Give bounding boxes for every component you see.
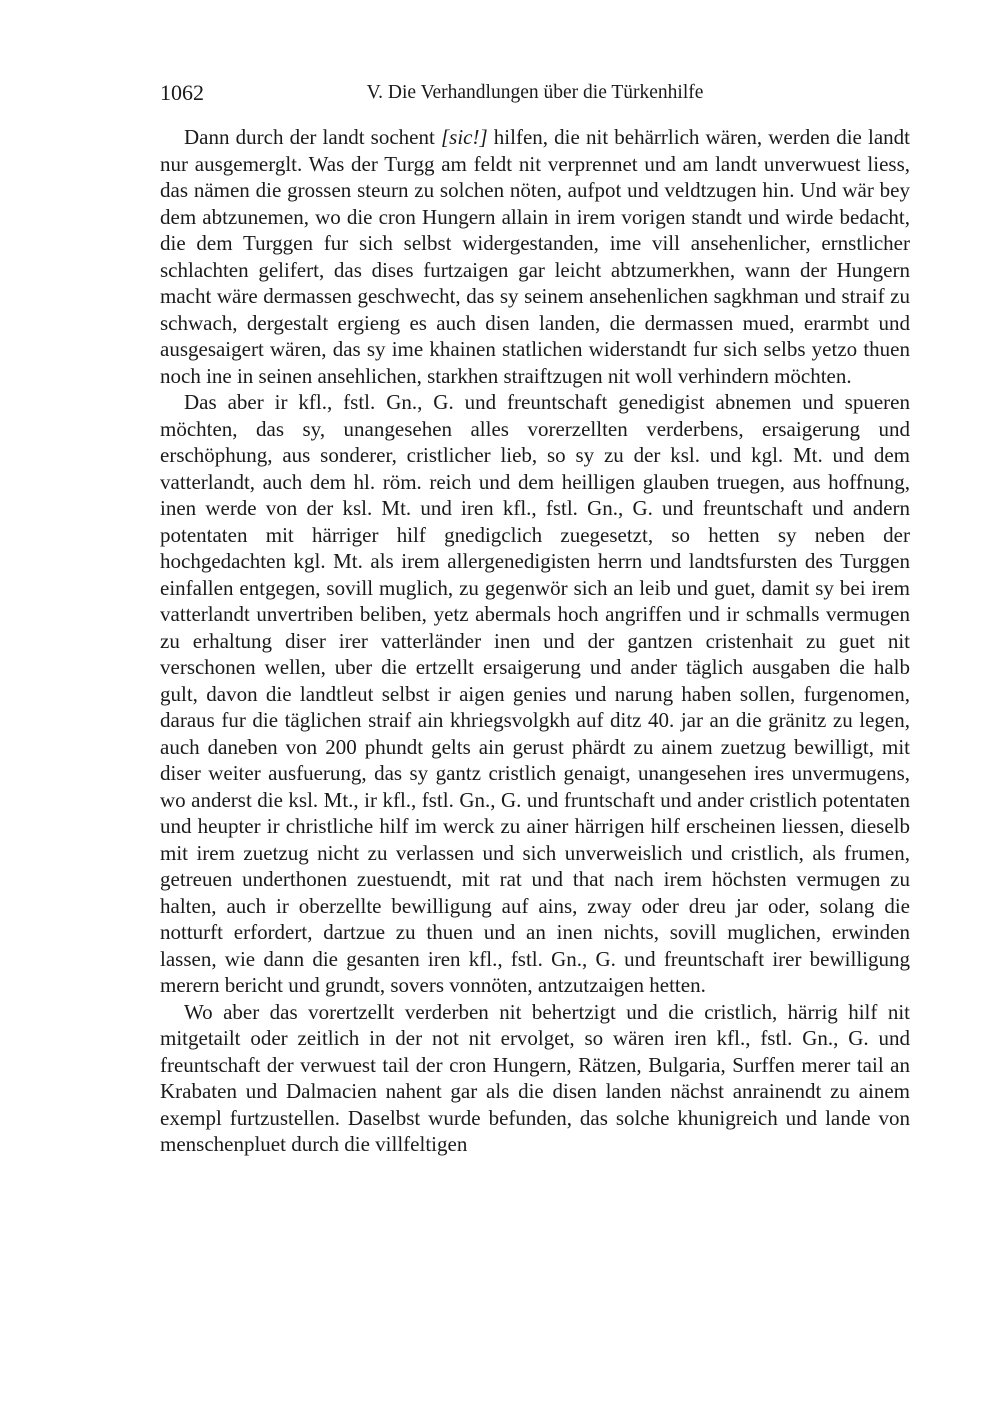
paragraph-1-text-a: Dann durch der landt sochent — [184, 125, 441, 149]
paragraph-2: Das aber ir kfl., fstl. Gn., G. und freuntschaft genedigist abnemen und spueren möchten, das sy, unangesehen alles vorerzellten verderbens, ersaigerung und erschöphung, aus sonderer, cristlicher lieb, so sy zu der ksl. und kgl. Mt. und dem vatterlandt, auch dem hl. röm. reich und dem heilligen glauben truegen, aus hoffnung, inen werde von der ksl. Mt. und iren kfl., fstl. Gn., G. und freuntschaft und andern potentaten mit härriger hilf gnedigclich zuegesetzt, so hetten sy neben der hochgedachten kgl. Mt. als irem allergenedigisten herrn und landtsfursten des Turggen einfallen entgegen, sovill muglich, zu gegenwör sich an leib und guet, damit sy bei irem vatterlandt unvertriben beliben, yetz abermals hoch angriffen und ir schmalls vermugen zu erhaltung diser irer vatterländer inen und der gantzen cristenhait zu guet nit verschonen wellen, uber die ertzellt ersaigerung und ander täglich ausgaben die halb gult, davon die landtleut selbst ir aigen genies und narung haben sollen, furgenomen, daraus fur die täglichen straif ain khriegsvolgkh auf ditz 40. jar an die gränitz zu legen, auch daneben von 200 phundt gelts ain gerust phärdt zu ainem zuetzug bewilligt, mit diser weiter ausfuerung, das sy gantz cristlich genaigt, unangesehen ires unvermugens, wo anderst die ksl. Mt., ir kfl., fstl. Gn., G. und fruntschaft und ander cristlich potentaten und heupter ir christliche hilf im werck zu ainer härrigen hilf erscheinen liessen, dieselb mit irem zuetzug nicht zu verlassen und sich unverweislich und cristlich, als frumen, getreuen underthonen zuestuendt, mit rat und that nach irem höchsten vermugen zu halten, auch ir oberzellte bewilligung auf ains, zway oder dreu jar oder, solang die notturft erfordert, dartzue zu thuen und an inen nichts, sovill muglichen, erwinden lassen, wie dann die gesanten iren kfl., fstl. Gn., G. und freuntschaft irer bewilligung merern bericht und grundt, sovers vonnöten, antzutzaigen hetten. — [160, 390, 910, 997]
body-text — [160, 124, 910, 1158]
running-title: V. Die Verhandlungen über die Türkenhilfe — [366, 82, 704, 103]
running-head — [160, 78, 910, 108]
document-page — [160, 78, 910, 1158]
paragraph-1 — [160, 124, 910, 389]
sic-annotation: [sic!] — [440, 125, 488, 149]
page-number: 1062 — [160, 80, 204, 105]
paragraph-3: Wo aber das vorertzellt verderben nit behertzigt und die cristlich, härrig hilf nit mitgetailt oder zeitlich in der not nit ervolget, so wären iren kfl., fstl. Gn., G. und freuntschaft der verwuest tail der cron Hungern, Rätzen, Bulgaria, Surffen merer tail an Krabaten und Dalmacien nahent gar als die disen landen nächst anrainendt zu ainem exempl furtzustellen. Daselbst wurde befunden, das solche khunigreich und lande von menschenpluet durch die villfeltigen — [160, 999, 910, 1156]
paragraph-1-text-b: hilfen, die nit behärrlich wären, werden die landt nur ausgemerglt. Was der Turgg am feldt nit verprennet und am landt unverwuest liess, das nämen die grossen steurn zu solchen nöten, aufpot und veldtzugen hin. Und wär bey dem abtzunemen, wo die cron Hungern allain in irem vorigen standt und wirde bedacht, die dem Turggen fur sich selbst widergestanden, ime vill ansehenlicher, ernstlicher schlachten gelifert, das dises furtzaigen gar leicht abtzumerkhen, wann der Hungern macht wäre dermassen geschwecht, das sy seinem ansehenlichen sagkhman und straif zu schwach, dergestalt ergieng es auch disen landen, die dermassen mued, erarmbt und ausgesaigert wären, das sy ime khainen statlichen widerstandt fur sich selbs yetzo thuen noch ine in seinen ansehlichen, starkhen straiftzugen nit woll verhindern möchten. — [160, 125, 910, 388]
